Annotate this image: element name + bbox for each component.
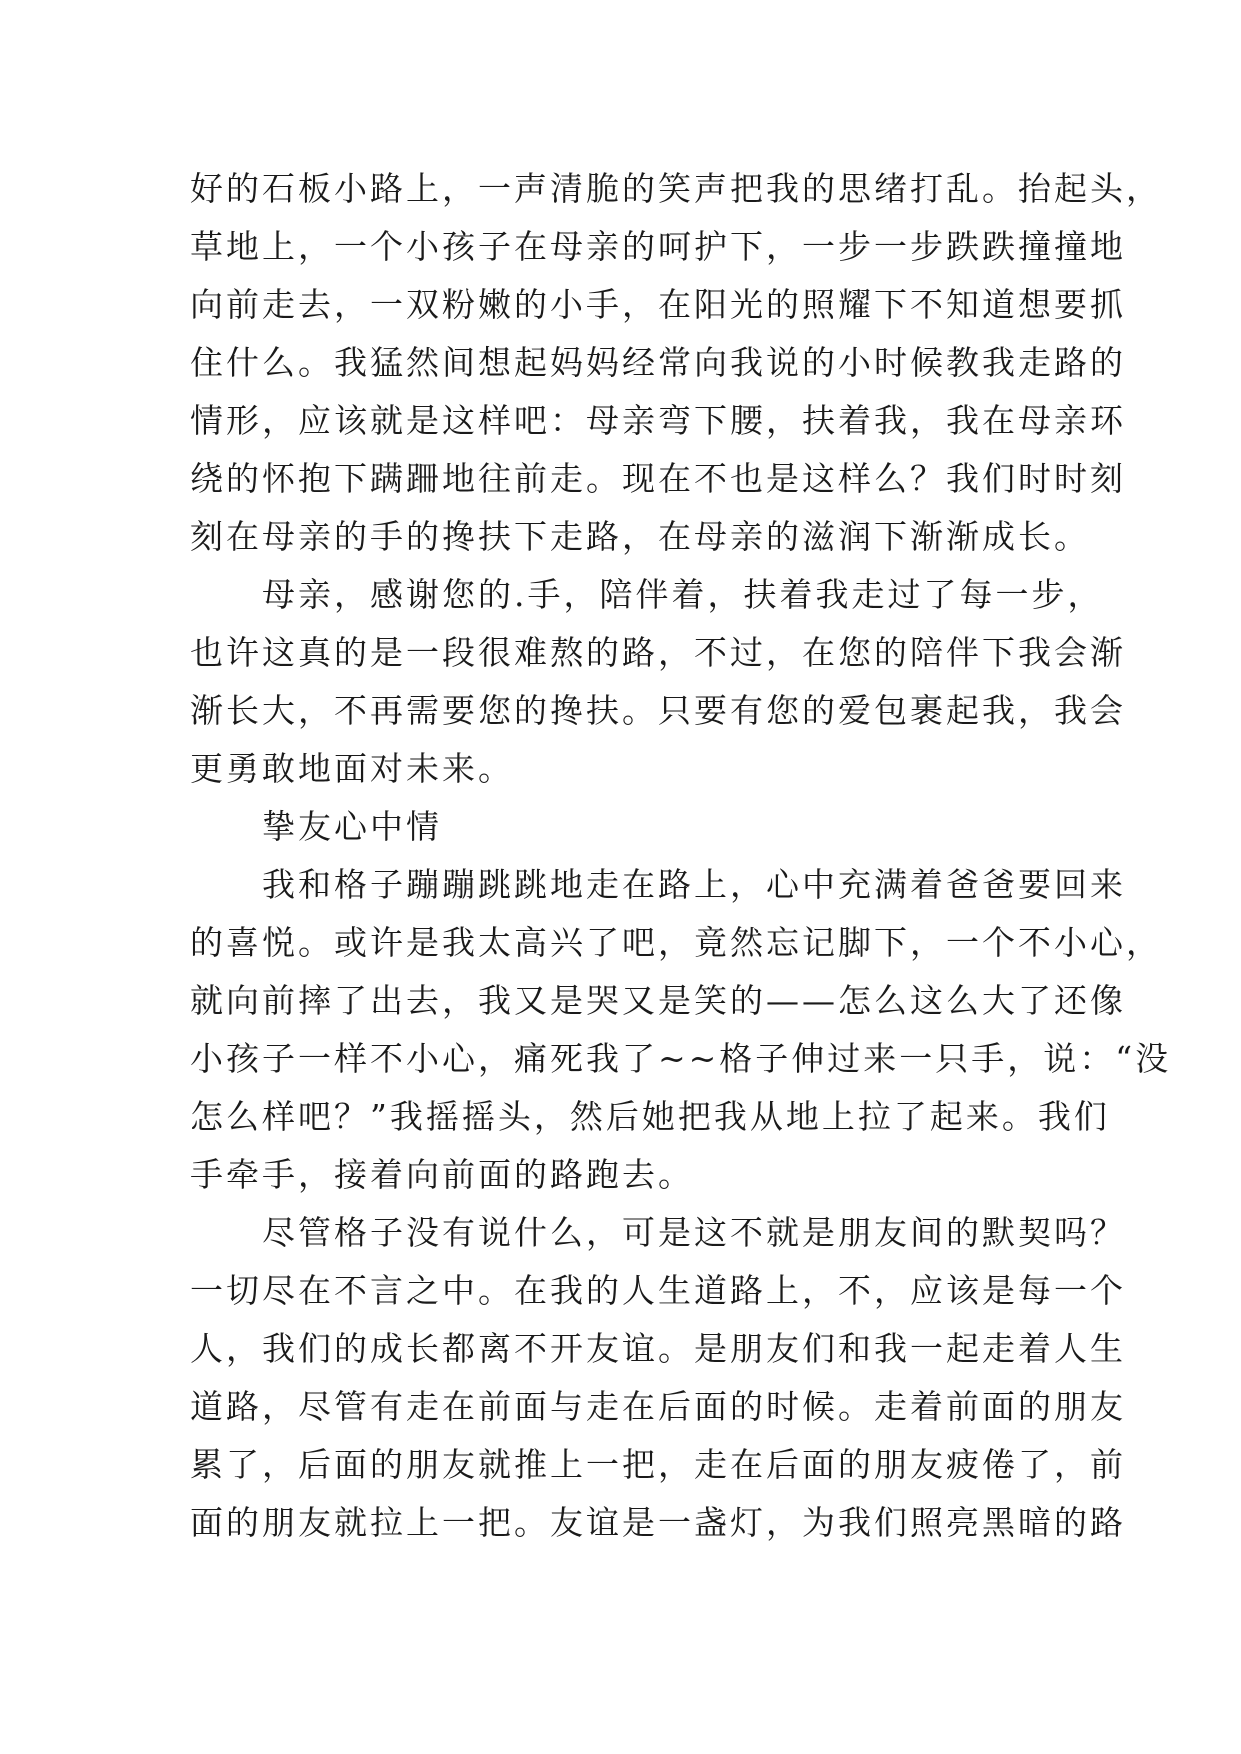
text-line: 刻在母亲的手的搀扶下走路，在母亲的滋润下渐渐成长。 [190,517,1090,556]
paragraph-start-line: 我和格子蹦蹦跳跳地走在路上，心中充满着爸爸要回来 [190,865,1126,904]
paragraph-start-line: 尽管格子没有说什么，可是这不就是朋友间的默契吗？ [190,1213,1126,1252]
text-line: 渐长大，不再需要您的搀扶。只要有您的爱包裹起我，我会 [190,691,1126,730]
body-text [190,160,1172,1552]
text-line: 面的朋友就拉上一把。友谊是一盏灯，为我们照亮黑暗的路 [190,1503,1126,1542]
text-line: 人，我们的成长都离不开友谊。是朋友们和我一起走着人生 [190,1329,1126,1368]
text-line: 累了，后面的朋友就推上一把，走在后面的朋友疲倦了，前 [190,1445,1126,1484]
text-line: 的喜悦。或许是我太高兴了吧，竟然忘记脚下，一个不小心， [190,923,1162,962]
text-line: 道路，尽管有走在前面与走在后面的时候。走着前面的朋友 [190,1387,1126,1426]
text-line: 怎么样吧？”我摇摇头，然后她把我从地上拉了起来。我们 [190,1097,1110,1136]
text-line: 也许这真的是一段很难熬的路，不过，在您的陪伴下我会渐 [190,633,1126,672]
text-line: 住什么。我猛然间想起妈妈经常向我说的小时候教我走路的 [190,343,1126,382]
text-line: 好的石板小路上，一声清脆的笑声把我的思绪打乱。抬起头， [190,169,1162,208]
text-line: 更勇敢地面对未来。 [190,749,514,788]
text-line: 就向前摔了出去，我又是哭又是笑的——怎么这么大了还像 [190,981,1126,1020]
text-line: 小孩子一样不小心，痛死我了~~格子伸过来一只手，说：“没 [190,1039,1172,1078]
text-line: 向前走去，一双粉嫩的小手，在阳光的照耀下不知道想要抓 [190,285,1126,324]
text-line: 一切尽在不言之中。在我的人生道路上，不，应该是每一个 [190,1271,1126,1310]
text-line: 草地上，一个小孩子在母亲的呵护下，一步一步跌跌撞撞地 [190,227,1126,266]
paragraph-start-line: 母亲，感谢您的.手，陪伴着，扶着我走过了每一步， [190,575,1104,614]
text-line: 情形，应该就是这样吧：母亲弯下腰，扶着我，我在母亲环 [190,401,1126,440]
text-line: 绕的怀抱下蹒跚地往前走。现在不也是这样么？我们时时刻 [190,459,1126,498]
text-line: 手牵手，接着向前面的路跑去。 [190,1155,694,1194]
section-heading: 挚友心中情 [190,807,442,846]
